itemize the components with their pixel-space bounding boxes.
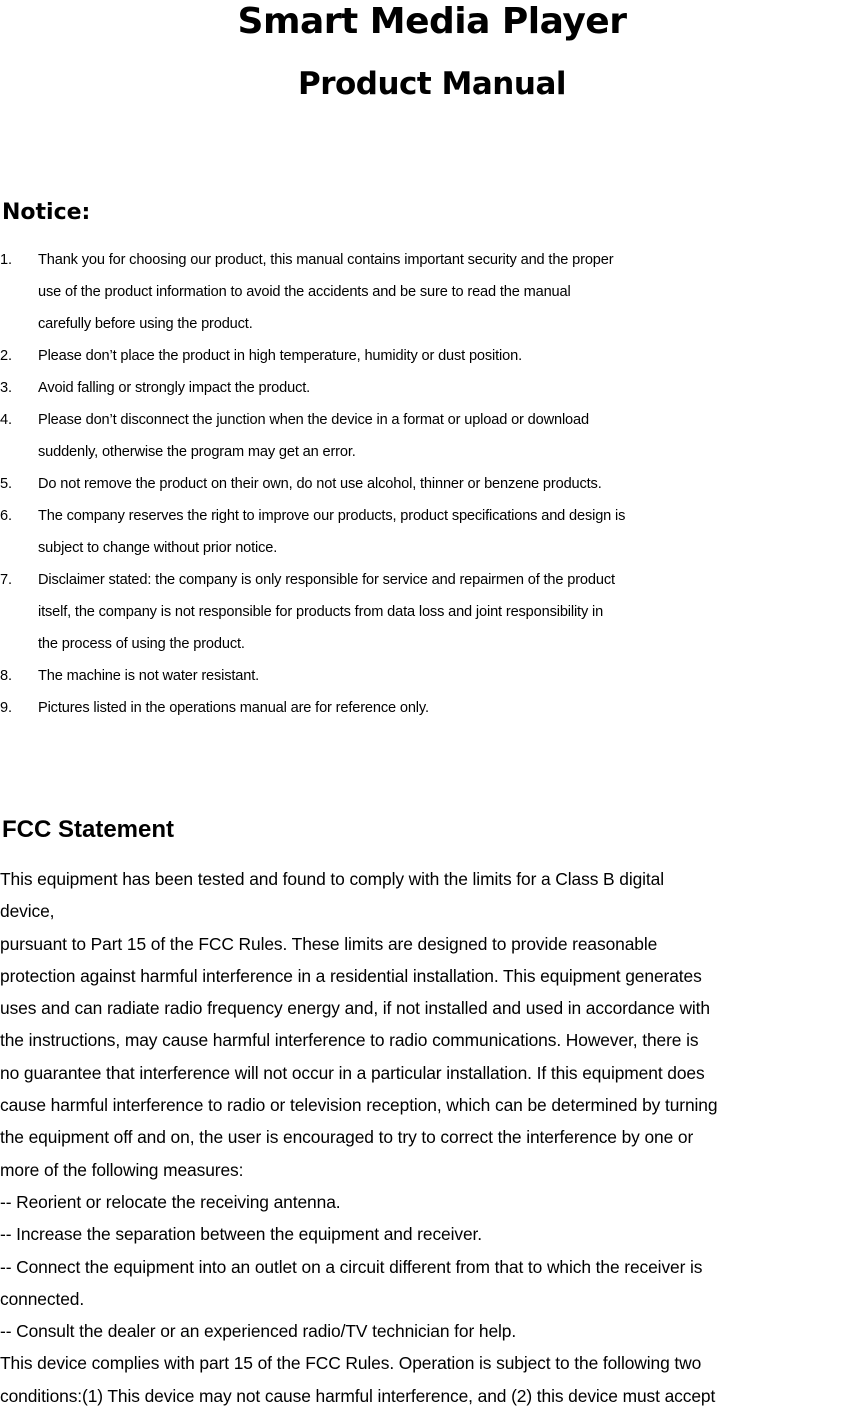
notice-item-text: Please don’t place the product in high temperature, humidity or dust position.	[38, 348, 522, 364]
notice-item	[0, 340, 864, 372]
notice-item-text: Pictures listed in the operations manual are for reference only.	[38, 700, 429, 716]
notice-item	[0, 660, 864, 692]
notice-item-text: Disclaimer stated: the company is only responsible for service and repairmen of the product	[38, 572, 615, 588]
notice-item-number: 7.	[0, 572, 12, 588]
fcc-line: pursuant to Part 15 of the FCC Rules. These limits are designed to provide reasonable	[0, 933, 658, 954]
notice-item-number: 8.	[0, 668, 12, 684]
notice-item-text: Thank you for choosing our product, this manual contains important security and the proper	[38, 252, 614, 268]
notice-item-number: 4.	[0, 412, 12, 428]
fcc-line: This device complies with part 15 of the FCC Rules. Operation is subject to the following two	[0, 1353, 702, 1374]
notice-item-text: Do not remove the product on their own, do not use alcohol, thinner or benzene products.	[38, 476, 602, 492]
notice-item-text: Avoid falling or strongly impact the product.	[38, 380, 311, 396]
notice-item-text: the process of using the product.	[38, 636, 245, 652]
fcc-line: This equipment has been tested and found to comply with the limits for a Class B digital	[0, 869, 664, 889]
fcc-heading: FCC Statement	[2, 816, 175, 843]
fcc-line: the instructions, may cause harmful interference to radio communications. However, there is	[0, 1030, 699, 1051]
fcc-line: conditions:(1) This device may not cause harmful interference, and (2) this device must accept	[0, 1385, 716, 1406]
notice-item	[0, 404, 864, 468]
notice-item-number: 3.	[0, 380, 12, 396]
notice-item-text: suddenly, otherwise the program may get an error.	[38, 444, 356, 460]
notice-heading: Notice:	[2, 200, 91, 225]
notice-list	[0, 244, 864, 724]
fcc-measure-line: -- Reorient or relocate the receiving antenna.	[0, 1191, 341, 1212]
fcc-line: device,	[0, 901, 55, 922]
notice-item-number: 9.	[0, 700, 12, 716]
notice-item-text: The company reserves the right to improve our products, product specifications and design is	[38, 508, 626, 524]
fcc-line: uses and can radiate radio frequency energy and, if not installed and used in accordance with	[0, 998, 710, 1019]
notice-item-text: use of the product information to avoid the accidents and be sure to read the manual	[38, 284, 571, 300]
notice-item-text: itself, the company is not responsible for products from data loss and joint responsibility in	[38, 604, 604, 620]
notice-item	[0, 500, 864, 564]
fcc-measure-line: -- Connect the equipment into an outlet on a circuit different from that to which the receiver is	[0, 1256, 703, 1277]
notice-item-text: Please don’t disconnect the junction when the device in a format or upload or download	[38, 412, 589, 428]
notice-item	[0, 244, 864, 340]
notice-item-text: The machine is not water resistant.	[38, 668, 260, 684]
notice-item	[0, 372, 864, 404]
notice-item	[0, 564, 864, 660]
fcc-measure-line: -- Consult the dealer or an experienced radio/TV technician for help.	[0, 1321, 517, 1342]
fcc-measure-line: connected.	[0, 1288, 85, 1309]
document-title: Smart Media Player	[237, 1, 627, 42]
fcc-line: cause harmful interference to radio or television reception, which can be determined by turning	[0, 1095, 718, 1116]
notice-item	[0, 468, 864, 500]
fcc-line: more of the following measures:	[0, 1159, 244, 1180]
notice-item-text: subject to change without prior notice.	[38, 540, 278, 556]
fcc-measure-line: -- Increase the separation between the equipment and receiver.	[0, 1224, 483, 1245]
notice-item-number: 6.	[0, 508, 12, 524]
fcc-line: the equipment off and on, the user is encouraged to try to correct the interference by one or	[0, 1127, 694, 1148]
document-subtitle: Product Manual	[297, 66, 566, 102]
fcc-line: no guarantee that interference will not occur in a particular installation. If this equipment does	[0, 1062, 705, 1083]
notice-item	[0, 692, 864, 724]
notice-item-number: 5.	[0, 476, 12, 492]
fcc-line: protection against harmful interference in a residential installation. This equipment generates	[0, 965, 702, 986]
notice-item-text: carefully before using the product.	[38, 316, 253, 332]
notice-item-number: 2.	[0, 348, 12, 364]
fcc-statement-body	[0, 863, 864, 1410]
notice-item-number: 1.	[0, 252, 12, 268]
